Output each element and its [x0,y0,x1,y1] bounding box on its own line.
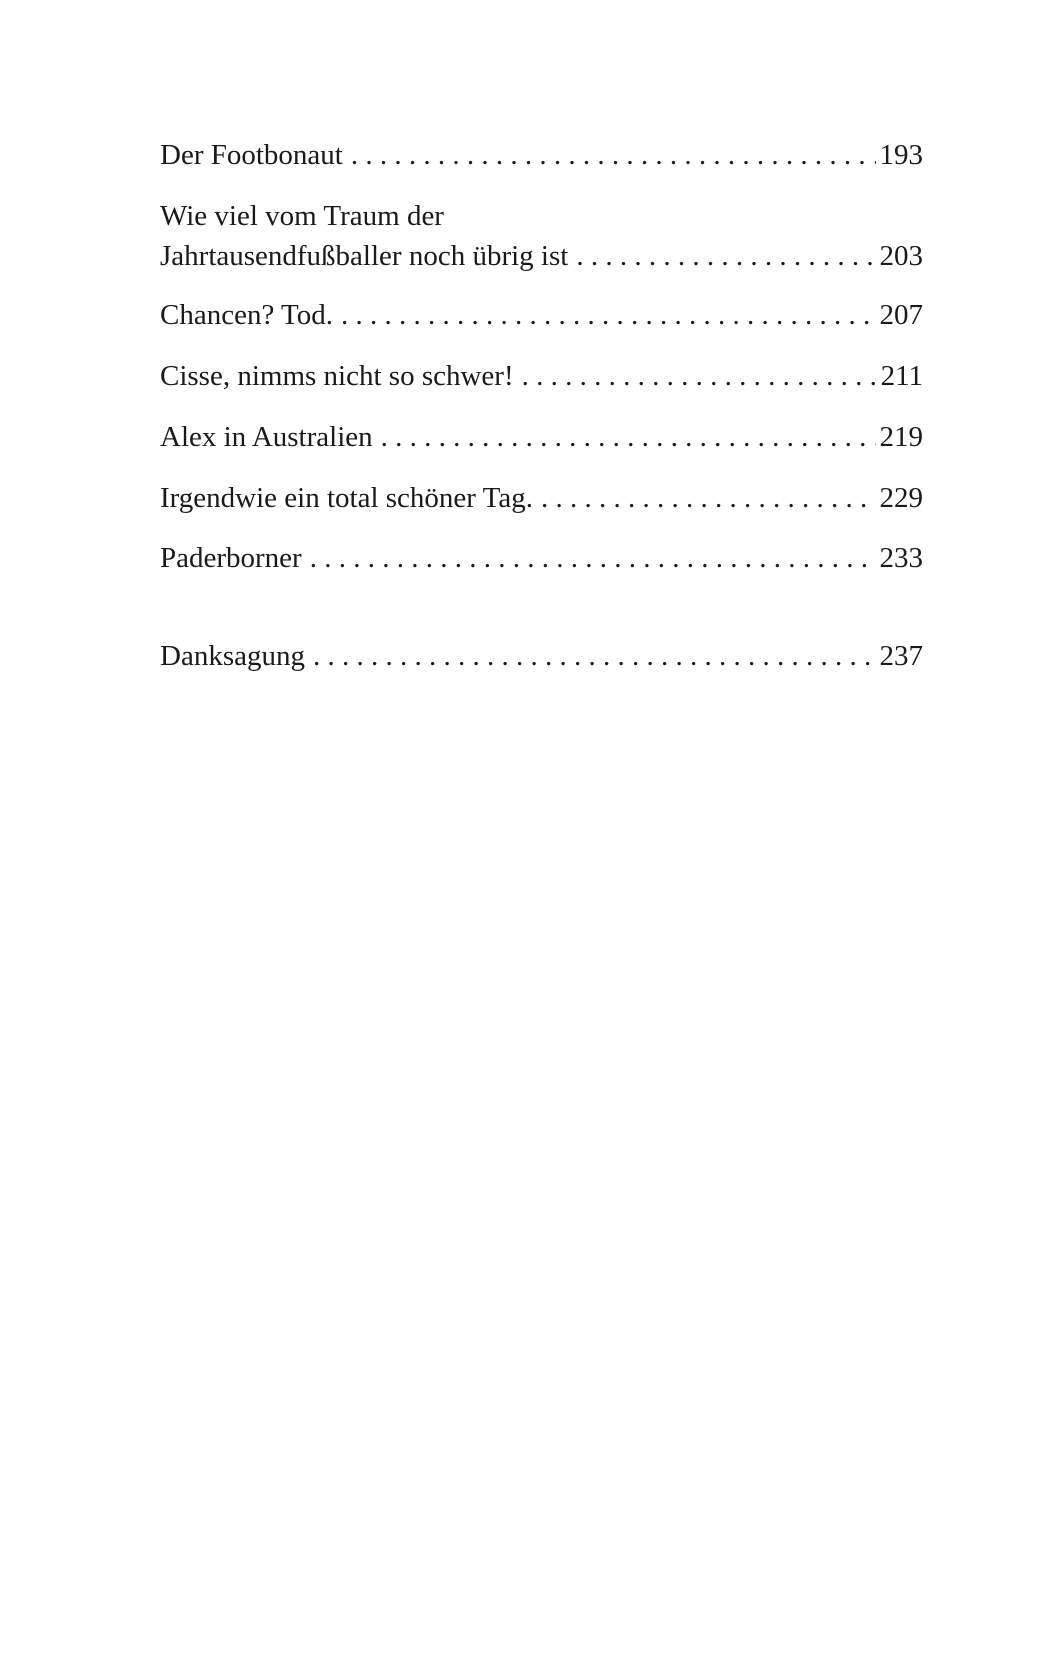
toc-entry-title: Cisse, nimms nicht so schwer! [160,360,514,392]
dot-leader [381,417,876,457]
dot-leader [313,636,876,676]
toc-entry-page-number: 211 [880,360,923,392]
toc-entry-alex-in-australien[interactable] [160,417,923,457]
toc-entry-title: Chancen? Tod. [160,299,333,331]
dot-leader [341,295,876,335]
toc-entry-title-line1: Wie viel vom Traum der [160,200,444,232]
toc-entry-chancen-tod[interactable] [160,295,923,335]
toc-entry-page-number: 219 [879,421,923,453]
toc-entry-title: Der Footbonaut [160,139,343,171]
toc-entry-der-footbonaut[interactable] [160,135,923,175]
toc-entry-page-number: 203 [879,240,923,272]
dot-leader [541,478,876,518]
toc-entry-title: Danksagung [160,640,305,672]
toc-entry-page-number: 207 [879,299,923,331]
toc-entry-line [160,236,923,276]
toc-entry-title: Paderborner [160,542,302,574]
toc-entry-line [160,417,923,457]
toc-entry-line [160,538,923,578]
toc-entry-page-number: 193 [879,139,923,171]
toc-entry-title: Jahrtausendfußballer noch übrig ist [160,240,569,272]
toc-entry-page-number: 237 [879,640,923,672]
toc-entry-paderborner[interactable] [160,538,923,578]
toc-entry-line [160,356,923,396]
dot-leader [576,236,875,276]
toc-entry-jahrtausendfussballer[interactable] [160,196,923,276]
dot-leader [310,538,876,578]
toc-entry-line [160,135,923,175]
dot-leader [522,356,877,396]
toc-entry-page-number: 233 [879,542,923,574]
dot-leader [351,135,876,175]
toc-entry-line [160,295,923,335]
toc-entry-danksagung[interactable] [160,636,923,676]
toc-entry-line [160,636,923,676]
toc-entry-title: Alex in Australien [160,421,373,453]
toc-entry-line [160,478,923,518]
toc-entry-cisse[interactable] [160,356,923,396]
toc-entry-page-number: 229 [879,482,923,514]
toc-entry-irgendwie[interactable] [160,478,923,518]
toc-entry-title: Irgendwie ein total schöner Tag. [160,482,533,514]
